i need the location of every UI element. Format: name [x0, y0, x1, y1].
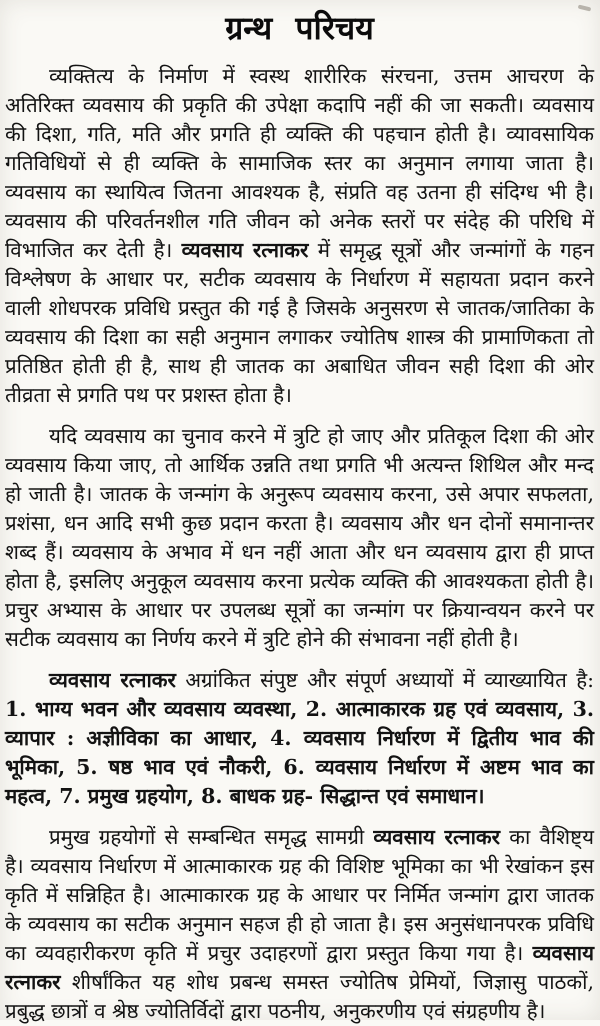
text-segment: व्यक्तित्य के निर्माण में स्वस्थ शारीरिक संरचना, उत्तम आचरण के अतिरिक्त व्यवसाय की प्रकृति की उपेक्षा कदापि नहीं की जा सकती। व्यवसाय की दिशा, गति, मति और प्रगति ही व्यक्ति की पहचान होती है। व्यावसायिक गतिविधियों से ही व्यक्ति के सामाजिक स्तर का अनुमान लगाया जाता है। व्यवसाय का स्थायित्व जितना आवश्यक है, संप्रति वह उतना ही संदिग्ध भी है। व्यवसाय की परिवर्तनशील गति जीवन को अनेक स्तरों पर संदेह की परिधि में विभाजित कर देती है। [5, 64, 594, 262]
text-segment: यदि व्यवसाय का चुनाव करने में त्रुटि हो जाए और प्रतिकूल दिशा की ओर व्यवसाय किया जाए, तो आर्थिक उन्नति तथा प्रगति भी अत्यन्त शिथिल और मन्द हो जाती है। जातक के जन्मांग के अनुरूप व्यवसाय करना, उसे अपार सफलता, प्रशंसा, धन आदि सभी कुछ प्रदान करता है। व्यवसाय और धन दोनों समानान्तर शब्द हैं। व्यवसाय के अभाव में धन नहीं आता और धन व्यवसाय द्वारा ही प्राप्त होता है, इसलिए अनुकूल व्यवसाय करना प्रत्येक व्यक्ति की आवश्यकता होती है। प्रचुर अभ्यास के आधार पर उपलब्ध सूत्रों का जन्मांग पर क्रियान्वयन करने पर सटीक व्यवसाय का निर्णय करने में त्रुटि होने की संभावना नहीं होती है। [5, 424, 594, 651]
body-text [5, 62, 594, 1026]
paragraph [5, 62, 594, 410]
bold-book-title: 1. भाग्य भवन और व्यवसाय व्यवस्था, 2. आत्माकारक ग्रह एवं व्यवसाय, 3. व्यापार : अज्ञीविका का आधार, 4. व्यवसाय निर्धारण में द्वितीय भाव की भूमिका, 5. षष्ठ भाव एवं नौकरी, 6. व्यवसाय निर्धारण में अष्टम भाव का महत्व, 7. प्रमुख ग्रहयोग, 8. बाधक ग्रह- सिद्धान्त एवं समाधान। [5, 697, 594, 808]
text-segment: प्रमुख ग्रहयोगों से सम्बन्धित समृद्ध सामग्री [49, 825, 374, 849]
text-segment: का वैशिष्ट्य है। व्यवसाय निर्धारण में आत्माकारक ग्रह की विशिष्ट भूमिका का भी रेखांकन इस कृति में सन्निहित है। आत्माकारक ग्रह के आधार पर निर्मित जन्मांग द्वारा जातक के व्यवसाय का सटीक अनुमान सहज ही हो जाता है। इस अनुसंधानपरक प्रविधि का व्यवहारीकरण कृति में प्रचुर उदाहरणों द्वारा प्रस्तुत किया गया है। [5, 825, 594, 965]
paragraph [5, 422, 594, 654]
bold-book-title: व्यवसाय रत्नाकर [373, 825, 501, 849]
bold-book-title: व्यवसाय रत्नाकर [181, 238, 309, 262]
text-segment: शीर्षांकित यह शोध प्रबन्ध समस्त ज्योतिष प्रेमियों, जिज्ञासु पाठकों, प्रबुद्ध छात्रों व श्रेष्ठ ज्योतिर्विदों द्वारा पठनीय, अनुकरणीय एवं संग्रहणीय है। [5, 970, 594, 1023]
page-title: ग्रन्थ परिचय [225, 9, 374, 47]
paragraph [5, 823, 594, 1026]
text-segment: अग्रांकित संपुष्ट और संपूर्ण अध्यायों में व्याख्यायित है: [175, 668, 594, 692]
bold-book-title: व्यवसाय रत्नाकर [49, 668, 176, 692]
bold-book-title: व्यवसाय रत्नाकर [5, 941, 594, 994]
paragraph [5, 666, 594, 811]
text-segment: में समृद्ध सूत्रों और जन्मांगों के गहन विश्लेषण के आधार पर, सटीक व्यवसाय के निर्धारण में सहायता प्रदान करने वाली शोधपरक प्रविधि प्रस्तुत की गई है जिसके अनुसरण से जातक/जातिका के व्यवसाय की दिशा का सही अनुमान लगाकर ज्योतिष शास्त्र की प्रामाणिकता तो प्रतिष्ठित होती ही है, साथ ही जातक का अबाधित जीवन सही दिशा की ओर तीव्रता से प्रगति पथ पर प्रशस्त होता है। [5, 238, 594, 407]
